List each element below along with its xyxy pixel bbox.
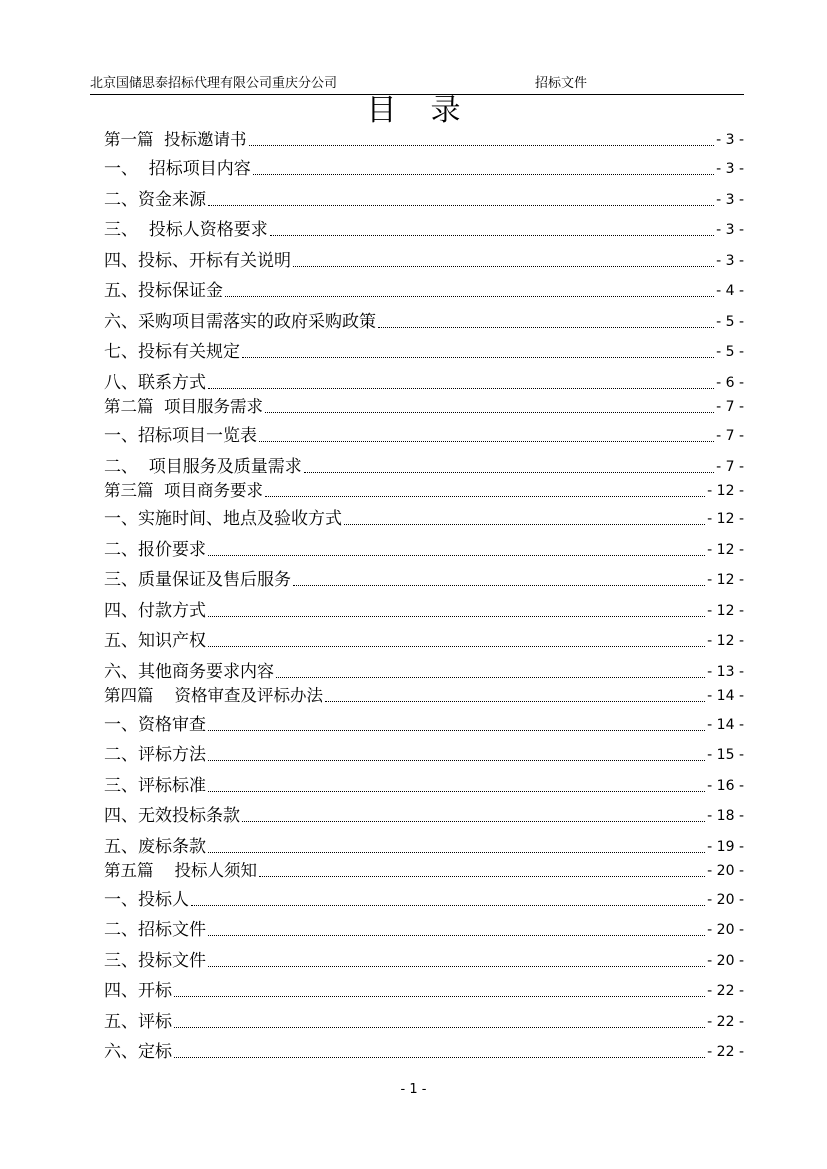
- toc-section-entry[interactable]: [104, 188, 744, 210]
- toc-part-entry[interactable]: [104, 859, 744, 881]
- toc-section-entry[interactable]: [104, 568, 744, 590]
- toc-section-entry[interactable]: [104, 888, 744, 910]
- toc-entry-page: - 12 -: [707, 511, 744, 527]
- toc-entry-title: 一、投标人: [104, 890, 189, 910]
- toc-section-entry[interactable]: [104, 507, 744, 529]
- toc-entry-page: - 22 -: [707, 1044, 744, 1060]
- toc-entry-title: 五、评标: [104, 1012, 172, 1032]
- toc-dot-leader: [208, 205, 714, 206]
- toc-section-entry[interactable]: [104, 804, 744, 826]
- toc-section-entry[interactable]: [104, 279, 744, 301]
- page-number: - 1 -: [400, 1082, 427, 1097]
- toc-entry-page: - 12 -: [707, 572, 744, 588]
- toc-entry-page: - 14 -: [707, 688, 744, 704]
- toc-section-entry[interactable]: [104, 599, 744, 621]
- toc-section-entry[interactable]: [104, 340, 744, 362]
- toc-entry-page: - 22 -: [707, 1014, 744, 1030]
- toc-entry-title: 一、资格审查: [104, 715, 206, 735]
- toc-section-entry[interactable]: [104, 455, 744, 477]
- toc-entry-page: - 7 -: [716, 399, 744, 415]
- toc-section-entry[interactable]: [104, 1010, 744, 1032]
- toc-entry-title: 二、报价要求: [104, 540, 206, 560]
- toc-section-entry[interactable]: [104, 424, 744, 446]
- toc-entry-page: - 12 -: [707, 633, 744, 649]
- toc-entry-page: - 3 -: [716, 222, 744, 238]
- toc-entry-title: 第二篇 项目服务需求: [104, 397, 263, 416]
- toc-entry-page: - 18 -: [707, 808, 744, 824]
- toc-dot-leader: [242, 821, 705, 822]
- toc-entry-title: 第五篇 投标人须知: [104, 861, 257, 880]
- toc-section-entry[interactable]: [104, 157, 744, 179]
- toc-dot-leader: [208, 388, 714, 389]
- toc-entry-page: - 20 -: [707, 892, 744, 908]
- toc-dot-leader: [208, 791, 705, 792]
- toc-entry-page: - 13 -: [707, 664, 744, 680]
- toc-entry-title: 六、采购项目需落实的政府采购政策: [104, 312, 376, 332]
- toc-dot-leader: [344, 524, 705, 525]
- toc-entry-page: - 14 -: [707, 717, 744, 733]
- toc-entry-title: 四、投标、开标有关说明: [104, 251, 291, 271]
- toc-section-entry[interactable]: [104, 1040, 744, 1062]
- toc-entry-title: 三、质量保证及售后服务: [104, 570, 291, 590]
- toc-part-entry[interactable]: [104, 479, 744, 501]
- toc-entry-page: - 19 -: [707, 839, 744, 855]
- toc-dot-leader: [208, 730, 705, 731]
- toc-dot-leader: [208, 616, 705, 617]
- toc-entry-title: 六、定标: [104, 1042, 172, 1062]
- toc-dot-leader: [191, 905, 705, 906]
- toc-dot-leader: [265, 496, 705, 497]
- toc-section-entry[interactable]: [104, 743, 744, 765]
- toc-entry-title: 四、无效投标条款: [104, 806, 240, 826]
- toc-section-entry[interactable]: [104, 979, 744, 1001]
- toc-dot-leader: [259, 441, 714, 442]
- toc-entry-page: - 7 -: [716, 428, 744, 444]
- toc-entry-title: 八、联系方式: [104, 373, 206, 393]
- toc-entry-page: - 6 -: [716, 375, 744, 391]
- toc-section-entry[interactable]: [104, 629, 744, 651]
- toc-entry-title: 四、开标: [104, 981, 172, 1001]
- toc-entry-page: - 12 -: [707, 542, 744, 558]
- toc-entry-title: 七、投标有关规定: [104, 342, 240, 362]
- toc-entry-title: 六、其他商务要求内容: [104, 662, 274, 682]
- toc-entry-title: 一、招标项目一览表: [104, 426, 257, 446]
- toc-dot-leader: [208, 646, 705, 647]
- toc-dot-leader: [174, 996, 705, 997]
- toc-part-entry[interactable]: [104, 684, 744, 706]
- toc-section-entry[interactable]: [104, 310, 744, 332]
- toc-dot-leader: [304, 472, 714, 473]
- toc-dot-leader: [208, 852, 705, 853]
- toc-dot-leader: [293, 266, 714, 267]
- toc-entry-title: 五、知识产权: [104, 631, 206, 651]
- toc-section-entry[interactable]: [104, 949, 744, 971]
- toc-entry-title: 一、实施时间、地点及验收方式: [104, 509, 342, 529]
- toc-entry-title: 三、投标文件: [104, 951, 206, 971]
- toc-entry-page: - 3 -: [716, 161, 744, 177]
- header-doc-type: 招标文件: [535, 76, 588, 91]
- toc-title: 目录: [366, 93, 495, 128]
- toc-entry-page: - 16 -: [707, 778, 744, 794]
- toc-section-entry[interactable]: [104, 774, 744, 796]
- toc-section-entry[interactable]: [104, 371, 744, 393]
- toc-section-entry[interactable]: [104, 218, 744, 240]
- toc-entry-page: - 12 -: [707, 603, 744, 619]
- toc-dot-leader: [270, 235, 714, 236]
- header-company: 北京国储思泰招标代理有限公司重庆分公司: [90, 76, 338, 91]
- toc-section-entry[interactable]: [104, 713, 744, 735]
- toc-dot-leader: [265, 412, 714, 413]
- toc-dot-leader: [378, 327, 714, 328]
- toc-dot-leader: [225, 296, 714, 297]
- toc-dot-leader: [259, 876, 705, 877]
- toc-entry-title: 四、付款方式: [104, 601, 206, 621]
- toc-entry-title: 五、投标保证金: [104, 281, 223, 301]
- toc-entry-title: 二、评标方法: [104, 745, 206, 765]
- toc-entry-title: 第三篇 项目商务要求: [104, 481, 263, 500]
- toc-section-entry[interactable]: [104, 249, 744, 271]
- toc-dot-leader: [242, 357, 714, 358]
- toc-section-entry[interactable]: [104, 538, 744, 560]
- toc-part-entry[interactable]: [104, 395, 744, 417]
- toc-entry-page: - 20 -: [707, 922, 744, 938]
- toc-entry-page: - 4 -: [716, 283, 744, 299]
- toc-entry-title: 二、 项目服务及质量需求: [104, 457, 302, 477]
- toc-dot-leader: [208, 966, 705, 967]
- toc-entry-page: - 3 -: [716, 192, 744, 208]
- toc-entry-page: - 7 -: [716, 459, 744, 475]
- toc-entry-page: - 20 -: [707, 953, 744, 969]
- toc-entry-page: - 3 -: [716, 132, 744, 148]
- toc-entry-page: - 5 -: [716, 344, 744, 360]
- toc-dot-leader: [174, 1027, 705, 1028]
- toc-entry-page: - 15 -: [707, 747, 744, 763]
- toc-dot-leader: [325, 701, 705, 702]
- toc-entry-page: - 20 -: [707, 863, 744, 879]
- toc-entry-title: 二、招标文件: [104, 920, 206, 940]
- toc-dot-leader: [174, 1057, 705, 1058]
- toc-section-entry[interactable]: [104, 660, 744, 682]
- toc-entry-page: - 12 -: [707, 483, 744, 499]
- toc-entry-page: - 22 -: [707, 983, 744, 999]
- toc-dot-leader: [293, 585, 705, 586]
- toc-section-entry[interactable]: [104, 835, 744, 857]
- toc-entry-title: 三、评标标准: [104, 776, 206, 796]
- toc-dot-leader: [208, 935, 705, 936]
- toc-entry-title: 第四篇 资格审查及评标办法: [104, 686, 323, 705]
- toc-dot-leader: [208, 760, 705, 761]
- toc-entry-page: - 5 -: [716, 314, 744, 330]
- toc-dot-leader: [208, 555, 705, 556]
- toc-part-entry[interactable]: [104, 128, 744, 150]
- toc-entry-page: - 3 -: [716, 253, 744, 269]
- toc-section-entry[interactable]: [104, 918, 744, 940]
- toc-entry-title: 一、 招标项目内容: [104, 159, 251, 179]
- toc-entry-title: 二、资金来源: [104, 190, 206, 210]
- toc-dot-leader: [253, 174, 714, 175]
- toc-entry-title: 第一篇 投标邀请书: [104, 130, 247, 149]
- toc-entry-title: 三、 投标人资格要求: [104, 220, 268, 240]
- toc-dot-leader: [249, 145, 715, 146]
- toc-entry-title: 五、废标条款: [104, 837, 206, 857]
- toc-dot-leader: [276, 677, 705, 678]
